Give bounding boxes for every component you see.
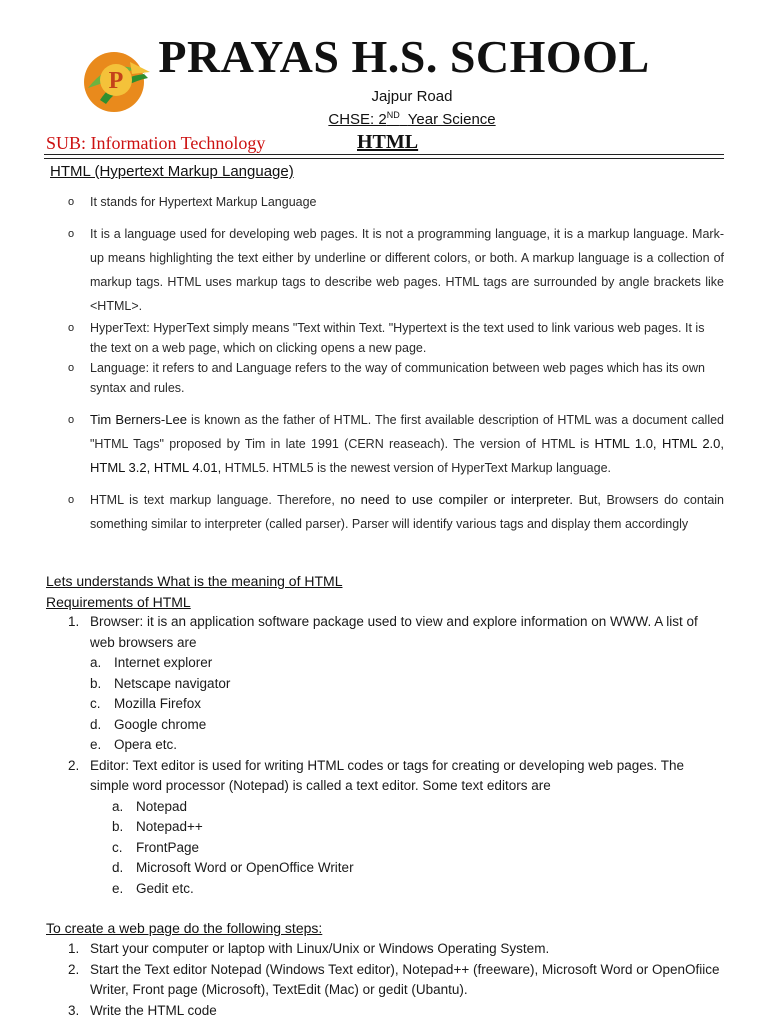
item-letter: d. <box>90 716 102 732</box>
list-item <box>90 653 724 674</box>
bullet-text: But, Browsers do contain something similar to interpreter (called parser). Parser will identify various tags and display them accordingly <box>90 493 724 531</box>
bullet-marker: o <box>68 494 75 506</box>
school-name: PRAYAS H.S. SCHOOL <box>158 31 650 82</box>
item-text: Gedit etc. <box>136 880 194 896</box>
list-item <box>90 674 724 695</box>
topic-label: HTML <box>357 131 419 153</box>
item-letter: e. <box>90 737 102 752</box>
steps-heading: To create a web page do the following steps: <box>46 920 323 936</box>
item-letter: c. <box>112 839 123 855</box>
item-text: FrontPage <box>136 839 200 855</box>
item-text: Notepad <box>136 798 188 814</box>
bullet-text: Language: it refers to and Language refers to the way of communication between web pages which has its own syntax and rules. <box>90 361 705 395</box>
father-of-html-name: Tim Berners-Lee <box>90 412 187 427</box>
class-info <box>0 110 768 128</box>
bullet-marker: o <box>68 414 75 426</box>
requirements-heading: Requirements of HTML <box>46 594 191 610</box>
bullet-text: HTML is text markup language. Therefore, <box>90 493 341 507</box>
class-suffix: Year Science <box>407 111 496 128</box>
logo-letter: P <box>108 68 124 94</box>
item-letter: b. <box>112 819 124 834</box>
item-letter: a. <box>112 798 124 814</box>
item-text: Opera etc. <box>114 737 178 752</box>
meaning-heading: Lets understands What is the meaning of HTML <box>46 573 343 589</box>
bullet-item <box>44 222 724 318</box>
bullet-text: It is a language used for developing web pages. It is not a programming language, it is a markup language. Mark-up means highlighting the text either by underline or different colors, or both. A markup language is a collection of markup tags. HTML uses markup tags to describe web pages. HTML tags are surrounded by angle brackets like <HTML>. <box>90 227 724 313</box>
step-item <box>44 939 724 960</box>
browser-list <box>90 653 724 756</box>
class-prefix: CHSE: 2 <box>328 111 387 128</box>
bullet-item <box>44 488 724 536</box>
step-item <box>44 1001 724 1022</box>
steps-list <box>44 939 724 1021</box>
bullet-marker: o <box>68 228 75 240</box>
bullet-marker: o <box>68 322 75 334</box>
header-rule <box>44 154 724 155</box>
intro-bullet-list <box>44 192 724 536</box>
item-text: Microsoft Word or OpenOffice Writer <box>136 860 354 875</box>
class-sup: ND <box>386 110 400 120</box>
requirement-item <box>44 756 724 900</box>
subject-label: SUB: Information Technology <box>46 133 266 153</box>
step-item <box>44 960 724 1001</box>
step-number: 2. <box>68 961 80 977</box>
step-number: 3. <box>68 1002 80 1018</box>
bullet-item <box>44 408 724 480</box>
bullet-item <box>44 192 724 212</box>
html-versions: HTML 1.0, HTML 2.0, HTML 3.2, HTML 4.01, <box>90 436 725 475</box>
list-item <box>90 735 724 756</box>
bullet-text: It stands for Hypertext Markup Language <box>90 195 317 209</box>
item-text: Mozilla Firefox <box>114 696 202 711</box>
item-letter: c. <box>90 696 101 711</box>
bullet-text: HyperText: HyperText simply means "Text within Text. "Hypertext is the text used to link various web pages. It is the text on a web page, which on clicking opens a new page. <box>90 321 705 355</box>
list-item <box>112 858 724 879</box>
list-item <box>112 817 724 838</box>
list-item <box>112 838 724 859</box>
item-text: Browser: it is an application software package used to view and explore information on WWW. A list of web browsers are <box>90 614 698 650</box>
bullet-item <box>44 358 724 398</box>
list-item <box>90 715 724 736</box>
editor-list <box>112 797 724 900</box>
section-title: HTML (Hypertext Markup Language) <box>50 163 294 180</box>
step-number: 1. <box>68 941 80 956</box>
item-text: Google chrome <box>114 716 207 732</box>
step-text: Write the HTML code <box>90 1002 217 1018</box>
item-letter: e. <box>112 880 124 896</box>
bullet-marker: o <box>68 362 75 374</box>
item-letter: b. <box>90 675 102 691</box>
item-letter: d. <box>112 860 124 875</box>
bullet-item <box>44 318 724 358</box>
item-number: 2. <box>68 757 80 773</box>
item-text: Editor: Text editor is used for writing HTML codes or tags for creating or developing web pages. The simple word processor (Notepad) is called a text editor. Some text editors are <box>90 757 685 793</box>
item-letter: a. <box>90 655 102 670</box>
list-item <box>90 694 724 715</box>
item-text: Notepad++ <box>136 819 203 834</box>
school-address: Jajpur Road <box>371 88 453 105</box>
step-text: Start your computer or laptop with Linux/Unix or Windows Operating System. <box>90 941 550 956</box>
list-item <box>112 879 724 900</box>
no-compiler-note: no need to use compiler or interpreter. <box>340 492 573 507</box>
bullet-marker: o <box>68 196 75 208</box>
header-rule-secondary <box>44 158 724 159</box>
item-text: Netscape navigator <box>114 675 231 691</box>
item-text: Internet explorer <box>114 655 213 670</box>
requirement-item <box>44 612 724 756</box>
bullet-text: is known as the father of HTML. The first available description of HTML was a document called "HTML Tags" proposed by Tim in late 1991 (CERN reaseach). The version of HTML is <box>90 413 725 451</box>
requirements-list <box>44 612 724 899</box>
bullet-text: HTML5. HTML5 is the newest version of HyperText Markup language. <box>221 461 612 475</box>
item-number: 1. <box>68 614 80 629</box>
list-item <box>112 797 724 818</box>
step-text: Start the Text editor Notepad (Windows Text editor), Notepad++ (freeware), Microsoft Word or OpenOfiice Writer, Front page (Microsoft), TextEdit (Mac) or gedit (Ubantu). <box>90 961 720 997</box>
